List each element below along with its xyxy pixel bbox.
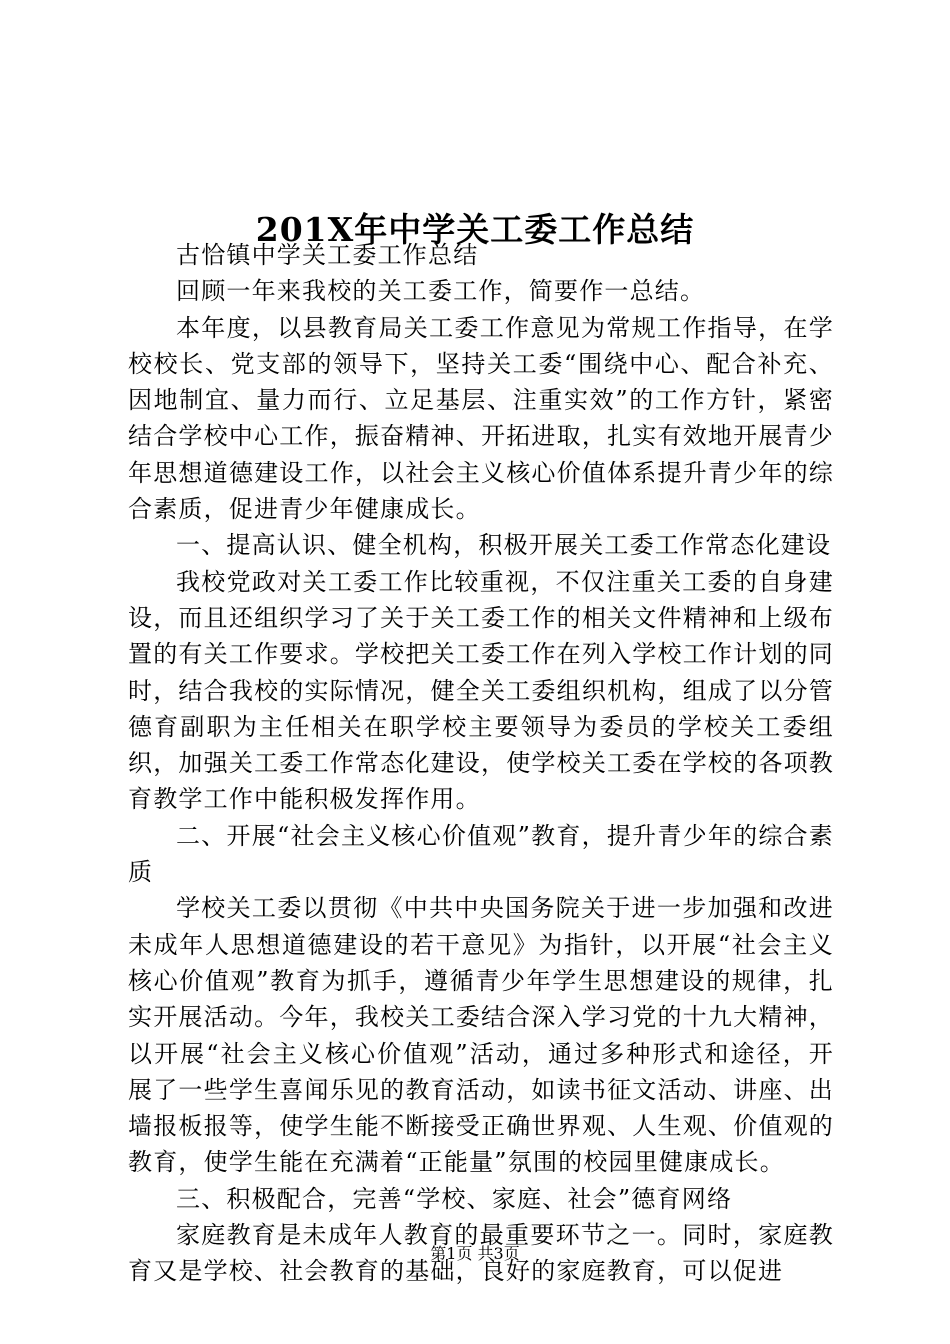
section-heading-3: 三、积极配合，完善“学校、家庭、社会”德育网络 (176, 1184, 733, 1213)
section-heading-1: 一、提高认识、健全机构，积极开展关工委工作常态化建设 (176, 531, 832, 560)
document-title: 201X年中学关工委工作总结 (255, 210, 695, 250)
page-footer: 第1页 共3页 (430, 1244, 520, 1263)
paragraph-section-1: 我校党政对关工委工作比较重视，不仅注重关工委的自身建设，而且还组织学习了关于关工委工作的相关文件精神和上级布置的有关工作要求。学校把关工委工作在列入学校工作计划的同时，结合我校的实际情况，健全关工委组织机构，组成了以分管德育副职为主任相关在职学校主要领导为委员的学校关工委组织，加强关工委工作常态化建设，使学校关工委在学校的各项教育教学工作中能积极发挥作用。 (128, 567, 834, 814)
paragraph-section-2: 学校关工委以贯彻《中共中央国务院关于进一步加强和改进未成年人思想道德建设的若干意见》为指针，以开展“社会主义核心价值观”教育为抓手，遵循青少年学生思想建设的规律，扎实开展活动。今年，我校关工委结合深入学习党的十九大精神，以开展“社会主义核心价值观”活动，通过多种形式和途径，开展了一些学生喜闻乐见的教育活动，如读书征文活动、讲座、出墙报板报等，使学生能不断接受正确世界观、人生观、价值观的教育，使学生能在充满着“正能量”氛围的校园里健康成长。 (128, 894, 834, 1177)
paragraph-subtitle: 古恰镇中学关工委工作总结 (176, 241, 479, 269)
paragraph-section-3: 家庭教育是未成年人教育的最重要环节之一。同时，家庭教育又是学校、社会教育的基础，良好的家庭教育，可以促进 (128, 1221, 834, 1286)
paragraph-intro: 回顾一年来我校的关工委工作，简要作一总结。 (176, 277, 706, 306)
document-body (128, 237, 834, 1290)
paragraph-overview: 本年度，以县教育局关工委工作意见为常规工作指导，在学校校长、党支部的领导下，坚持关工委“围绕中心、配合补充、因地制宜、量力而行、立足基层、注重实效”的工作方针，紧密结合学校中心工作，振奋精神、开拓进取，扎实有效地开展青少年思想道德建设工作，以社会主义核心价值体系提升青少年的综合素质，促进青少年健康成长。 (128, 313, 834, 524)
section-heading-2: 二、开展“社会主义核心价值观”教育，提升青少年的综合素质 (128, 821, 834, 887)
